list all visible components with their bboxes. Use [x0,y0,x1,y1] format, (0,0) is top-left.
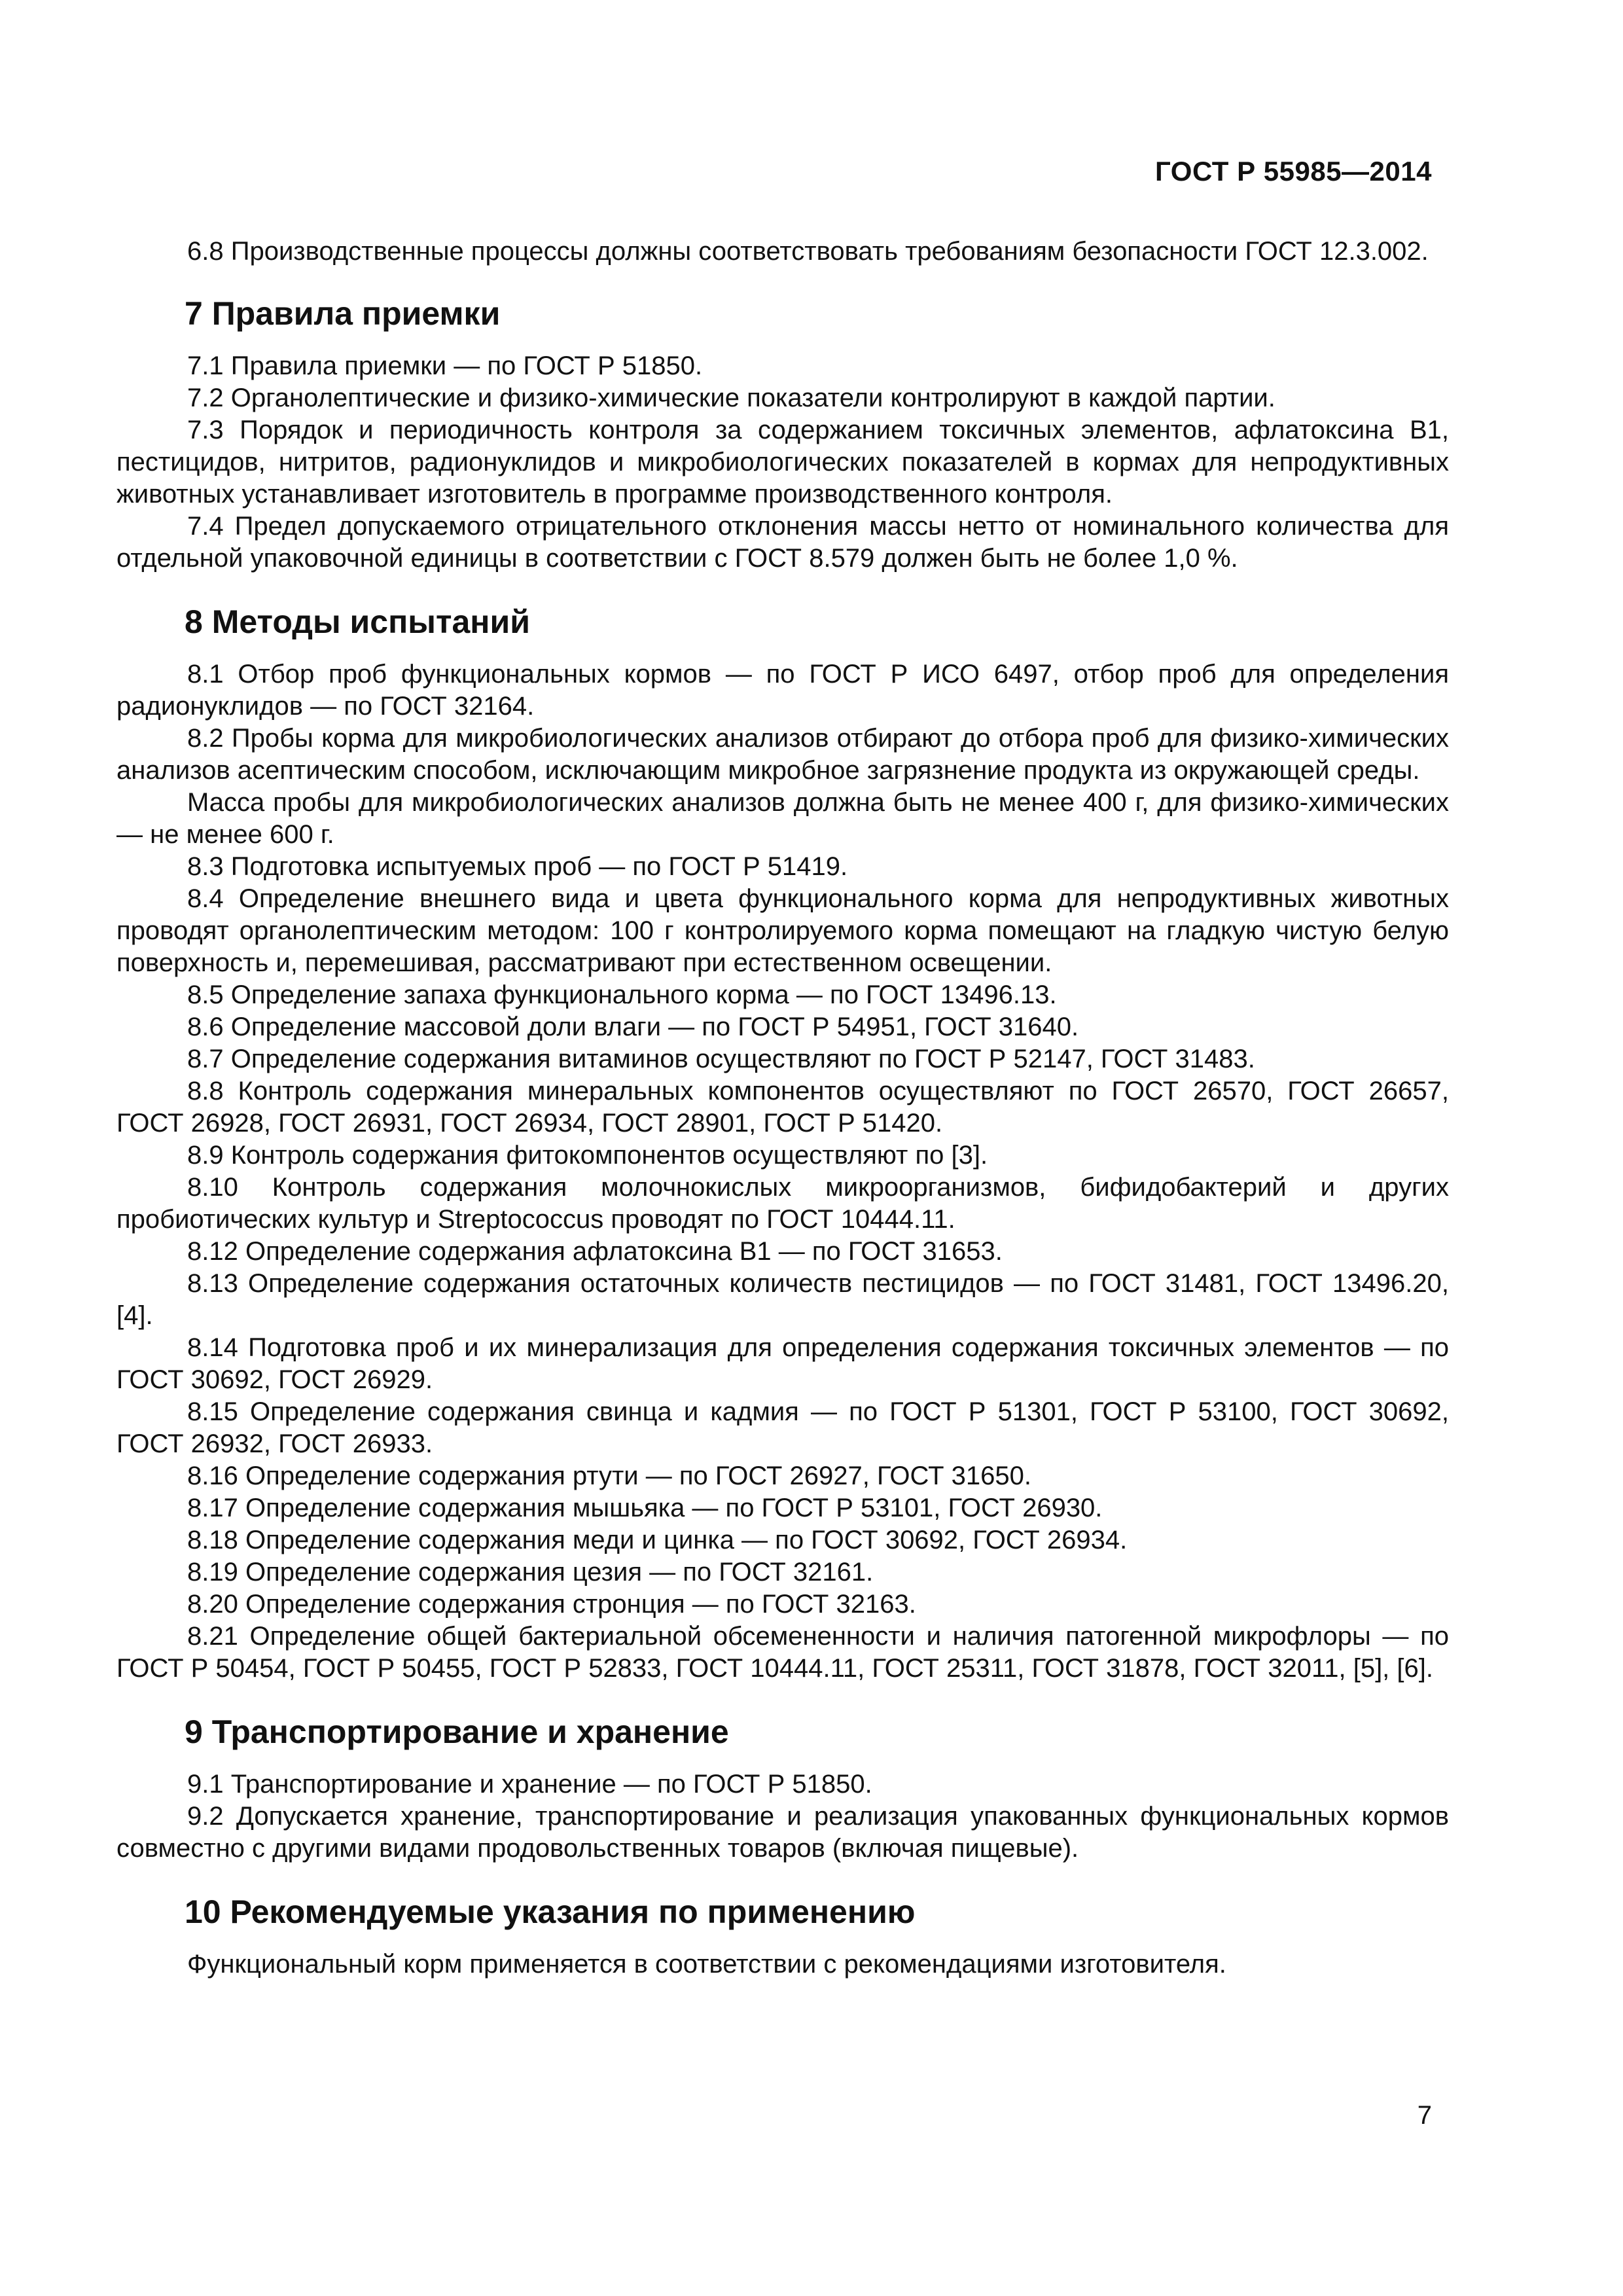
paragraph-9-1: 9.1 Транспортирование и хранение — по ГОСТ Р 51850. [187,1770,872,1799]
paragraph-8-17: 8.17 Определение содержания мышьяка — по ГОСТ Р 53101, ГОСТ 26930. [187,1494,1103,1522]
paragraph-8-9: 8.9 Контроль содержания фитокомпонентов осуществляют по [3]. [187,1141,988,1170]
paragraph-8-21: 8.21 Определение общей бактериальной обсемененности и наличия патогенной микрофлоры — по ГОСТ Р 50454, ГОСТ Р 50455, ГОСТ Р 52833, ГОСТ 10444.11, ГОСТ 25311, ГОСТ 31878, ГОСТ 32011, [5], [6]. [116,1622,1449,1683]
section-title-7: 7 Правила приемки [185,295,501,332]
paragraph-8-5: 8.5 Определение запаха функционального корма — по ГОСТ 13496.13. [187,980,1057,1009]
paragraph-8-19: 8.19 Определение содержания цезия — по ГОСТ 32161. [187,1558,874,1587]
paragraph-7-4: 7.4 Предел допускаемого отрицательного отклонения массы нетто от номинального количества для отдельной упаковочной единицы в соответствии с ГОСТ 8.579 должен быть не более 1,0 %. [116,512,1449,573]
paragraph-8-1: 8.1 Отбор проб функциональных кормов — по ГОСТ Р ИСО 6497, отбор проб для определения радионуклидов — по ГОСТ 32164. [116,660,1449,721]
paragraph-8-7: 8.7 Определение содержания витаминов осуществляют по ГОСТ Р 52147, ГОСТ 31483. [187,1045,1255,1073]
paragraph-7-2: 7.2 Органолептические и физико-химические показатели контролируют в каждой партии. [187,384,1275,412]
section-title-8: 8 Методы испытаний [185,603,530,640]
paragraph-8-15: 8.15 Определение содержания свинца и кадмия — по ГОСТ Р 51301, ГОСТ Р 53100, ГОСТ 30692, ГОСТ 26932, ГОСТ 26933. [116,1397,1449,1458]
paragraph-7-1: 7.1 Правила приемки — по ГОСТ Р 51850. [187,351,703,380]
page-number: 7 [1417,2101,1432,2130]
paragraph-8-2: 8.2 Пробы корма для микробиологических анализов отбирают до отбора проб для физико-химических анализов асептическим способом, исключающим микробное загрязнение продукта из окружающей среды. [116,724,1449,785]
section-title-9: 9 Транспортирование и хранение [185,1713,729,1750]
paragraph-8-3: 8.3 Подготовка испытуемых проб — по ГОСТ Р 51419. [187,852,848,881]
paragraph-9-2: 9.2 Допускается хранение, транспортирование и реализация упакованных функциональных кормов совместно с другими видами продовольственных товаров (включая пищевые). [116,1802,1449,1863]
paragraph-7-3: 7.3 Порядок и периодичность контроля за содержанием токсичных элементов, афлатоксина В1, пестицидов, нитритов, радионуклидов и микробиологических показателей в кормах для непродуктивных животных устанавливает изготовитель в программе производственного контроля. [116,416,1449,509]
paragraph-8-4: 8.4 Определение внешнего вида и цвета функционального корма для непродуктивных животных проводят органолептическим методом: 100 г контролируемого корма помещают на гладкую чистую белую поверхность и, перемешивая, рассматривают при естественном освещении. [116,884,1449,977]
paragraph-8-20: 8.20 Определение содержания стронция — по ГОСТ 32163. [187,1590,916,1619]
paragraph-8-8: 8.8 Контроль содержания минеральных компонентов осуществляют по ГОСТ 26570, ГОСТ 26657, ГОСТ 26928, ГОСТ 26931, ГОСТ 26934, ГОСТ 28901, ГОСТ Р 51420. [116,1077,1449,1138]
paragraph-8-10: 8.10 Контроль содержания молочнокислых микроорганизмов, бифидобактерий и других пробиотических культур и Streptococcus проводят по ГОСТ 10444.11. [116,1173,1449,1234]
paragraph-10-text: Функциональный корм применяется в соответствии с рекомендациями изготовителя. [187,1950,1226,1979]
document-code-header: ГОСТ Р 55985—2014 [1155,156,1432,187]
paragraph-8-12: 8.12 Определение содержания афлатоксина В1 — по ГОСТ 31653. [187,1237,1003,1266]
paragraph-6-8: 6.8 Производственные процессы должны соответствовать требованиям безопасности ГОСТ 12.3.002. [187,237,1429,266]
paragraph-8-13: 8.13 Определение содержания остаточных количеств пестицидов — по ГОСТ 31481, ГОСТ 13496.20, [4]. [116,1269,1449,1330]
paragraph-8-18: 8.18 Определение содержания меди и цинка — по ГОСТ 30692, ГОСТ 26934. [187,1526,1128,1554]
document-body [116,236,1449,1981]
section-title-10: 10 Рекомендуемые указания по применению [185,1893,916,1930]
paragraph-8-14: 8.14 Подготовка проб и их минерализация для определения содержания токсичных элементов — по ГОСТ 30692, ГОСТ 26929. [116,1333,1449,1394]
paragraph-8-2-mass: Масса пробы для микробиологических анализов должна быть не менее 400 г, для физико-химических — не менее 600 г. [116,788,1449,849]
paragraph-8-6: 8.6 Определение массовой доли влаги — по ГОСТ Р 54951, ГОСТ 31640. [187,1013,1079,1041]
paragraph-8-16: 8.16 Определение содержания ртути — по ГОСТ 26927, ГОСТ 31650. [187,1462,1031,1490]
